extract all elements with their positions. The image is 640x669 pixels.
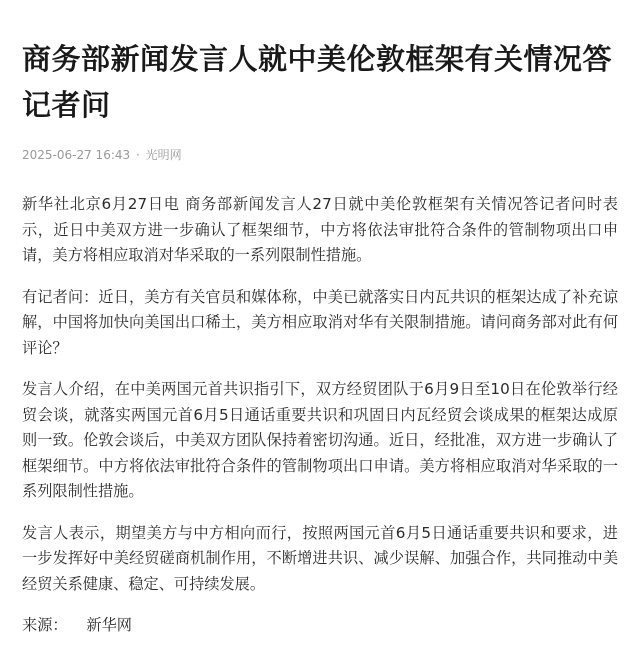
paragraph-1: 新华社北京6月27日电 商务部新闻发言人27日就中美伦敦框架有关情况答记者问时表示，近日中美双方进一步确认了框架细节，中方将依法审批符合条件的管制物项出口申请，美方将相应取消对华采取的一系列限制性措施。 [22,195,618,264]
paragraph-3: 发言人介绍，在中美两国元首共识指引下，双方经贸团队于6月9日至10日在伦敦举行经贸会谈，就落实两国元首6月5日通话重要共识和巩固日内瓦经贸会谈成果的框架达成原则一致。伦敦会谈后，中美双方团队保持着密切沟通。近日，经批准，双方进一步确认了框架细节。中方将依法审批符合条件的管制物项出口申请。美方将相应取消对华采取的一系列限制性措施。 [22,380,618,500]
article-title: 商务部新闻发言人就中美伦敦框架有关情况答记者问 [22,42,613,122]
article-meta [22,146,618,164]
publish-datetime: 2025-06-27 16:43 [22,148,131,162]
paragraph-2: 有记者问：近日，美方有关官员和媒体称，中美已就落实日内瓦共识的框架达成了补充谅解，中国将加快向美国出口稀土，美方相应取消对华有关限制措施。请问商务部对此有何评论？ [22,287,618,357]
paragraph-4: 发言人表示，期望美方与中方相向而行，按照两国元首6月5日通话重要共识和要求，进一步发挥好中美经贸磋商机制作用，不断增进共识、减少误解、加强合作，共同推动中美经贸关系健康、稳定、可持续发展。 [22,523,618,593]
article-body [22,192,618,638]
source-value: 新华网 [86,616,132,634]
meta-separator: · [135,148,140,162]
meta-source: 光明网 [145,148,182,162]
source-label: 来源： [22,616,68,634]
source-line [22,613,618,638]
